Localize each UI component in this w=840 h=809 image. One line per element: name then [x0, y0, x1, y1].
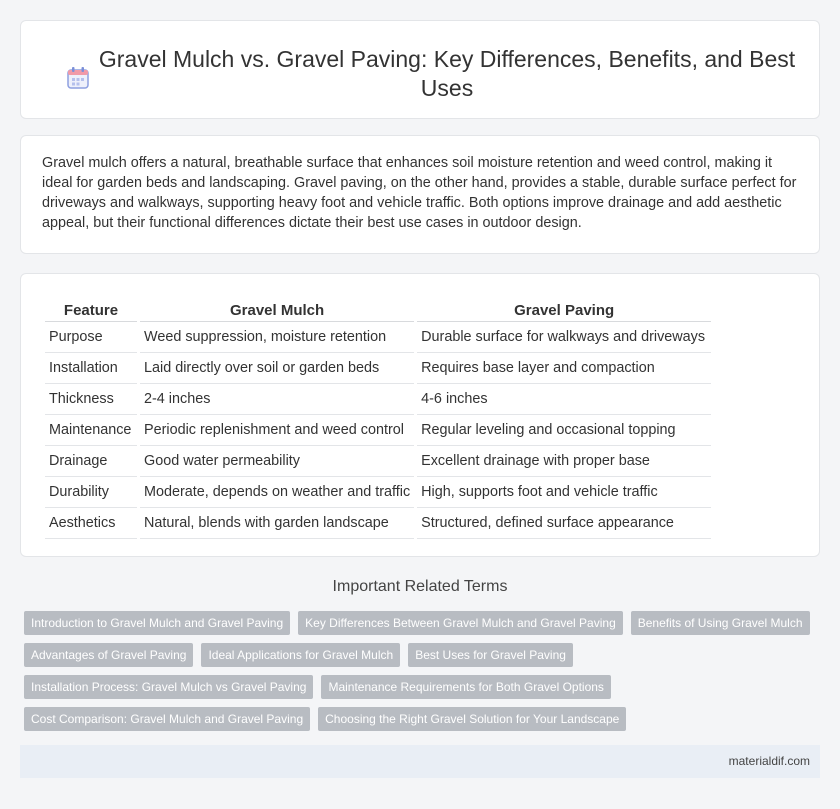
table-row — [45, 446, 711, 477]
header-card — [20, 20, 820, 119]
intro-paragraph: Gravel mulch offers a natural, breathable surface that enhances soil moisture retention and weed control, making it ideal for garden beds and landscaping. Gravel paving, on the other hand, provides a stable, durable surface perfect for driveways and walkways, supporting heavy foot and vehicle traffic. Both options improve drainage and add aesthetic appeal, but their functional differences dictate their best use cases in outdoor design. — [42, 155, 797, 231]
table-cell: 2-4 inches — [140, 384, 414, 415]
column-header-gravel-mulch: Gravel Mulch — [140, 296, 414, 322]
table-row — [45, 415, 711, 446]
table-cell: Aesthetics — [45, 508, 137, 539]
related-terms-title: Important Related Terms — [332, 578, 508, 595]
table-cell: Durable surface for walkways and driveways — [417, 322, 711, 353]
table-cell: Drainage — [45, 446, 137, 477]
related-term-link[interactable]: Ideal Applications for Gravel Mulch — [201, 643, 400, 667]
table-cell: Structured, defined surface appearance — [417, 508, 711, 539]
table-cell: Durability — [45, 477, 137, 508]
calendar-icon — [65, 65, 91, 91]
table-cell: Thickness — [45, 384, 137, 415]
table-cell: High, supports foot and vehicle traffic — [417, 477, 711, 508]
related-terms-row — [24, 611, 814, 635]
related-term-link[interactable]: Advantages of Gravel Paving — [24, 643, 193, 667]
table-cell: Installation — [45, 353, 137, 384]
related-terms-row — [24, 707, 814, 731]
table-cell: Purpose — [45, 322, 137, 353]
table-header-row — [45, 296, 711, 322]
related-term-link[interactable]: Cost Comparison: Gravel Mulch and Gravel Paving — [24, 707, 310, 731]
related-term-link[interactable]: Choosing the Right Gravel Solution for Your Landscape — [318, 707, 626, 731]
table-cell: Periodic replenishment and weed control — [140, 415, 414, 446]
table-row — [45, 508, 711, 539]
column-header-feature: Feature — [45, 296, 137, 322]
comparison-table-card — [20, 273, 820, 557]
related-terms-row — [24, 675, 814, 699]
table-cell: 4-6 inches — [417, 384, 711, 415]
related-term-link[interactable]: Benefits of Using Gravel Mulch — [631, 611, 810, 635]
table-row — [45, 477, 711, 508]
related-term-link[interactable]: Best Uses for Gravel Paving — [408, 643, 573, 667]
related-term-link[interactable]: Installation Process: Gravel Mulch vs Gravel Paving — [24, 675, 313, 699]
intro-card — [20, 135, 820, 254]
table-cell: Weed suppression, moisture retention — [140, 322, 414, 353]
table-cell: Natural, blends with garden landscape — [140, 508, 414, 539]
table-row — [45, 322, 711, 353]
table-row — [45, 353, 711, 384]
table-cell: Regular leveling and occasional topping — [417, 415, 711, 446]
related-term-link[interactable]: Maintenance Requirements for Both Gravel Options — [321, 675, 610, 699]
column-header-gravel-paving: Gravel Paving — [417, 296, 711, 322]
table-cell: Requires base layer and compaction — [417, 353, 711, 384]
page-title: Gravel Mulch vs. Gravel Paving: Key Differences, Benefits, and Best Uses — [98, 46, 796, 101]
table-row — [45, 384, 711, 415]
footer — [20, 745, 820, 778]
related-terms-list — [24, 611, 814, 739]
related-terms-row — [24, 643, 814, 667]
table-cell: Laid directly over soil or garden beds — [140, 353, 414, 384]
related-term-link[interactable]: Introduction to Gravel Mulch and Gravel Paving — [24, 611, 290, 635]
table-cell: Good water permeability — [140, 446, 414, 477]
footer-site-name: materialdif.com — [728, 754, 810, 768]
comparison-table — [42, 296, 714, 539]
table-cell: Excellent drainage with proper base — [417, 446, 711, 477]
table-cell: Moderate, depends on weather and traffic — [140, 477, 414, 508]
table-cell: Maintenance — [45, 415, 137, 446]
related-term-link[interactable]: Key Differences Between Gravel Mulch and Gravel Paving — [298, 611, 623, 635]
